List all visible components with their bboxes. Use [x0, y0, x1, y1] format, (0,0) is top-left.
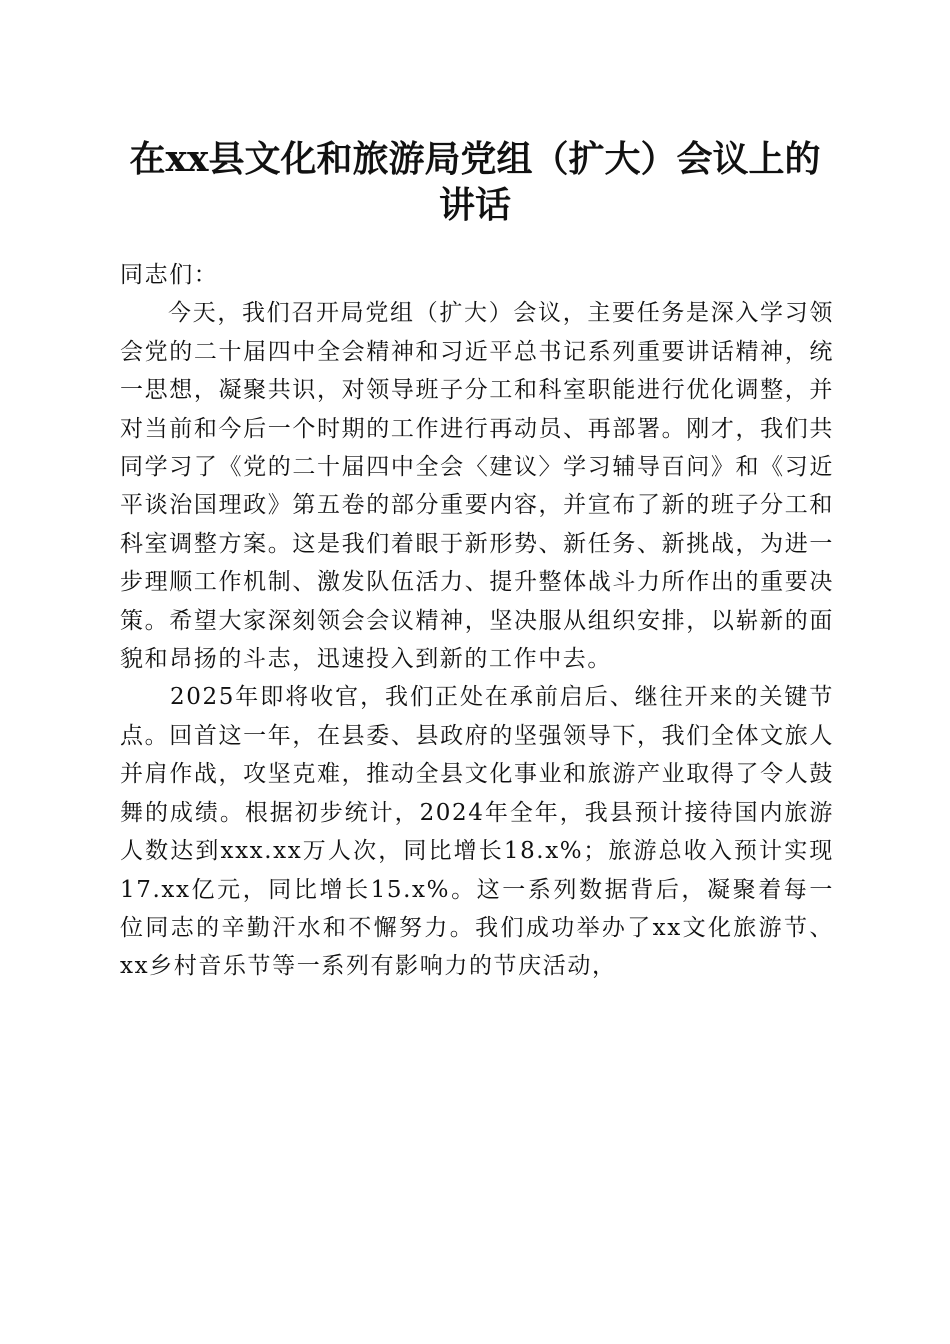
paragraph-1: 今天，我们召开局党组（扩大）会议，主要任务是深入学习领会党的二十届四中全会精神和习近平总书记系列重要讲话精神，统一思想，凝聚共识，对领导班子分工和科室职能进行优化调整，并对当前和今后一个时期的工作进行再动员、再部署。刚才，我们共同学习了《党的二十届四中全会〈建议〉学习辅导百问》和《习近平谈治国理政》第五卷的部分重要内容，并宣布了新的班子分工和科室调整方案。这是我们着眼于新形势、新任务、新挑战，为进一步理顺工作机制、激发队伍活力、提升整体战斗力所作出的重要决策。希望大家深刻领会会议精神，坚决服从组织安排，以崭新的面貌和昂扬的斗志，迅速投入到新的工作中去。 — [120, 300, 834, 673]
title-line-1: 在xx县文化和旅游局党组（扩大）会议上的 — [129, 138, 821, 180]
document-title — [110, 136, 840, 228]
title-line-2: 讲话 — [438, 184, 511, 226]
salutation: 同志们： — [120, 262, 219, 288]
document-body — [120, 256, 834, 986]
paragraph-2: 2025年即将收官，我们正处在承前启后、继往开来的关键节点。回首这一年，在县委、县政府的坚强领导下，我们全体文旅人并肩作战，攻坚克难，推动全县文化事业和旅游产业取得了令人鼓舞的成绩。根据初步统计，2024年全年，我县预计接待国内旅游人数达到xxx.xx万人次，同比增长18.x%；旅游总收入预计实现17.xx亿元，同比增长15.x%。这一系列数据背后，凝聚着每一位同志的辛勤汗水和不懈努力。我们成功举办了xx文化旅游节、xx乡村音乐节等一系列有影响力的节庆活动， — [120, 684, 834, 980]
